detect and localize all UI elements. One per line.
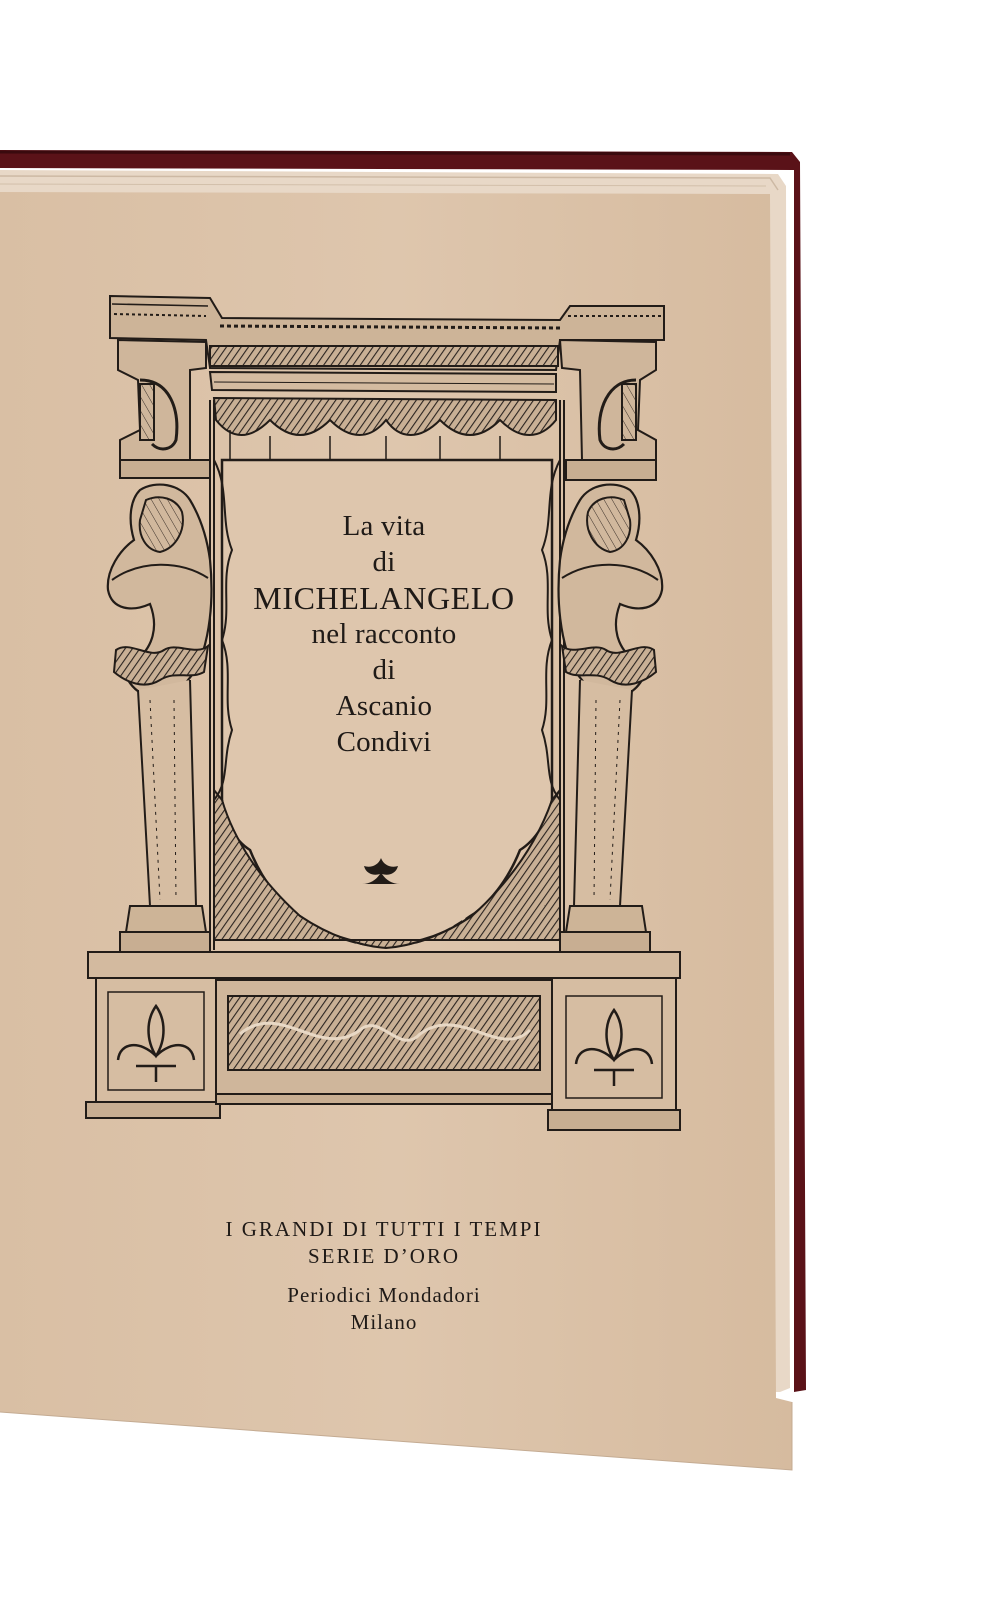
title-line-5: di: [372, 654, 396, 686]
publisher-name: Periodici Mondadori: [287, 1283, 481, 1307]
title-line-2: di: [372, 546, 396, 578]
title-line-1: La vita: [342, 510, 426, 542]
series-subtitle: SERIE D’ORO: [307, 1244, 461, 1268]
imprint: [120, 1216, 648, 1336]
publisher-city: Milano: [350, 1310, 418, 1334]
series-name: I GRANDI DI TUTTI I TEMPI: [225, 1217, 543, 1241]
title-line-3: MICHELANGELO: [253, 580, 515, 616]
title-line-6: Ascanio: [335, 690, 433, 722]
title-block: [222, 508, 546, 760]
title-line-7: Condivi: [336, 726, 432, 758]
title-line-4: nel racconto: [311, 618, 457, 650]
